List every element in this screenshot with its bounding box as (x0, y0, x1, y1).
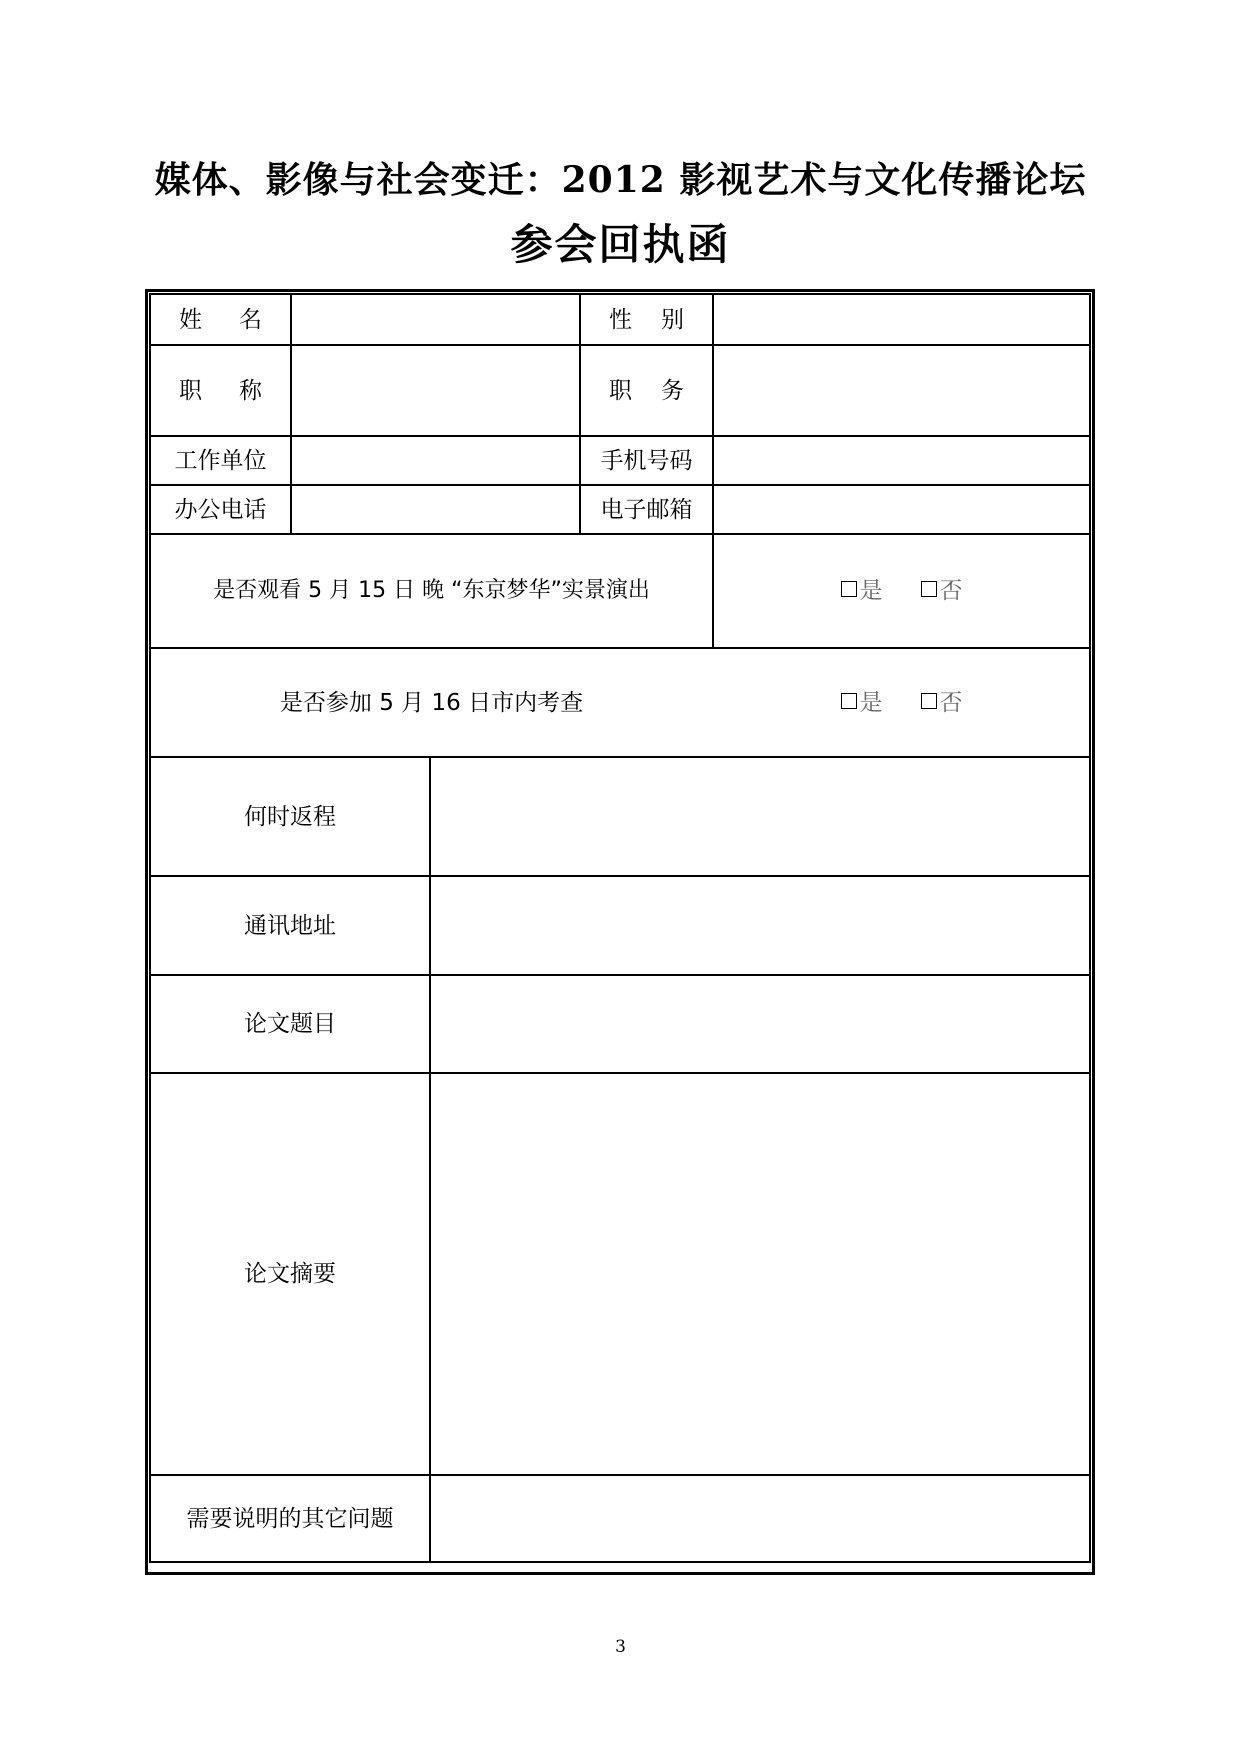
document-title: 媒体、影像与社会变迁：2012 影视艺术与文化传播论坛 (154, 159, 1087, 201)
other-issues-field[interactable] (431, 1476, 1089, 1561)
abstract-label: 论文摘要 (244, 1261, 336, 1287)
yes-label: 是 (859, 689, 883, 716)
visit-options (714, 649, 1089, 756)
other-issues-label: 需要说明的其它问题 (186, 1505, 394, 1532)
title-field[interactable] (292, 346, 579, 435)
title-label-char: 称 (239, 377, 262, 404)
mobile-label: 手机号码 (600, 447, 693, 474)
email-field[interactable] (714, 486, 1089, 533)
no-checkbox[interactable] (921, 693, 937, 709)
yes-checkbox[interactable] (841, 693, 857, 709)
yes-label: 是 (859, 578, 883, 604)
visit-question: 是否参加 5 月 16 日市内考查 (279, 689, 584, 716)
name-label-char: 姓 (179, 306, 202, 333)
position-field[interactable] (714, 346, 1089, 435)
office-phone-field[interactable] (292, 486, 579, 533)
return-time-field[interactable] (431, 758, 1089, 875)
document-subtitle: 参会回执函 (510, 220, 731, 269)
yes-checkbox[interactable] (841, 581, 857, 597)
show-options (714, 535, 1089, 647)
position-label-char: 职 (609, 377, 632, 404)
paper-title-field[interactable] (431, 976, 1089, 1072)
paper-title-label: 论文题目 (244, 1011, 336, 1037)
address-label: 通讯地址 (244, 912, 336, 939)
mobile-field[interactable] (714, 437, 1089, 484)
address-field[interactable] (431, 877, 1089, 974)
gender-field[interactable] (714, 295, 1089, 344)
abstract-field[interactable] (431, 1074, 1089, 1474)
employer-field[interactable] (292, 437, 579, 484)
gender-label-char: 别 (661, 306, 684, 333)
gender-label (581, 295, 712, 344)
row-divider (149, 1561, 1091, 1563)
return-time-label: 何时返程 (244, 803, 336, 830)
position-label-char: 务 (661, 377, 684, 404)
no-checkbox[interactable] (921, 581, 937, 597)
email-label: 电子邮箱 (600, 496, 693, 523)
name-label (151, 295, 290, 344)
gender-label-char: 性 (609, 306, 632, 333)
title-label (151, 346, 290, 435)
employer-label: 工作单位 (174, 447, 267, 474)
no-label: 否 (939, 578, 963, 604)
office-phone-label: 办公电话 (174, 496, 267, 523)
show-question: 是否观看 5 月 15 日 晚 “东京梦华”实景演出 (213, 578, 650, 603)
no-label: 否 (939, 689, 963, 716)
name-label-char: 名 (239, 306, 262, 333)
column-divider (1089, 293, 1091, 1563)
title-label-char: 职 (179, 377, 202, 404)
name-field[interactable] (292, 295, 579, 344)
page-number: 3 (615, 1637, 626, 1657)
position-label (581, 346, 712, 435)
